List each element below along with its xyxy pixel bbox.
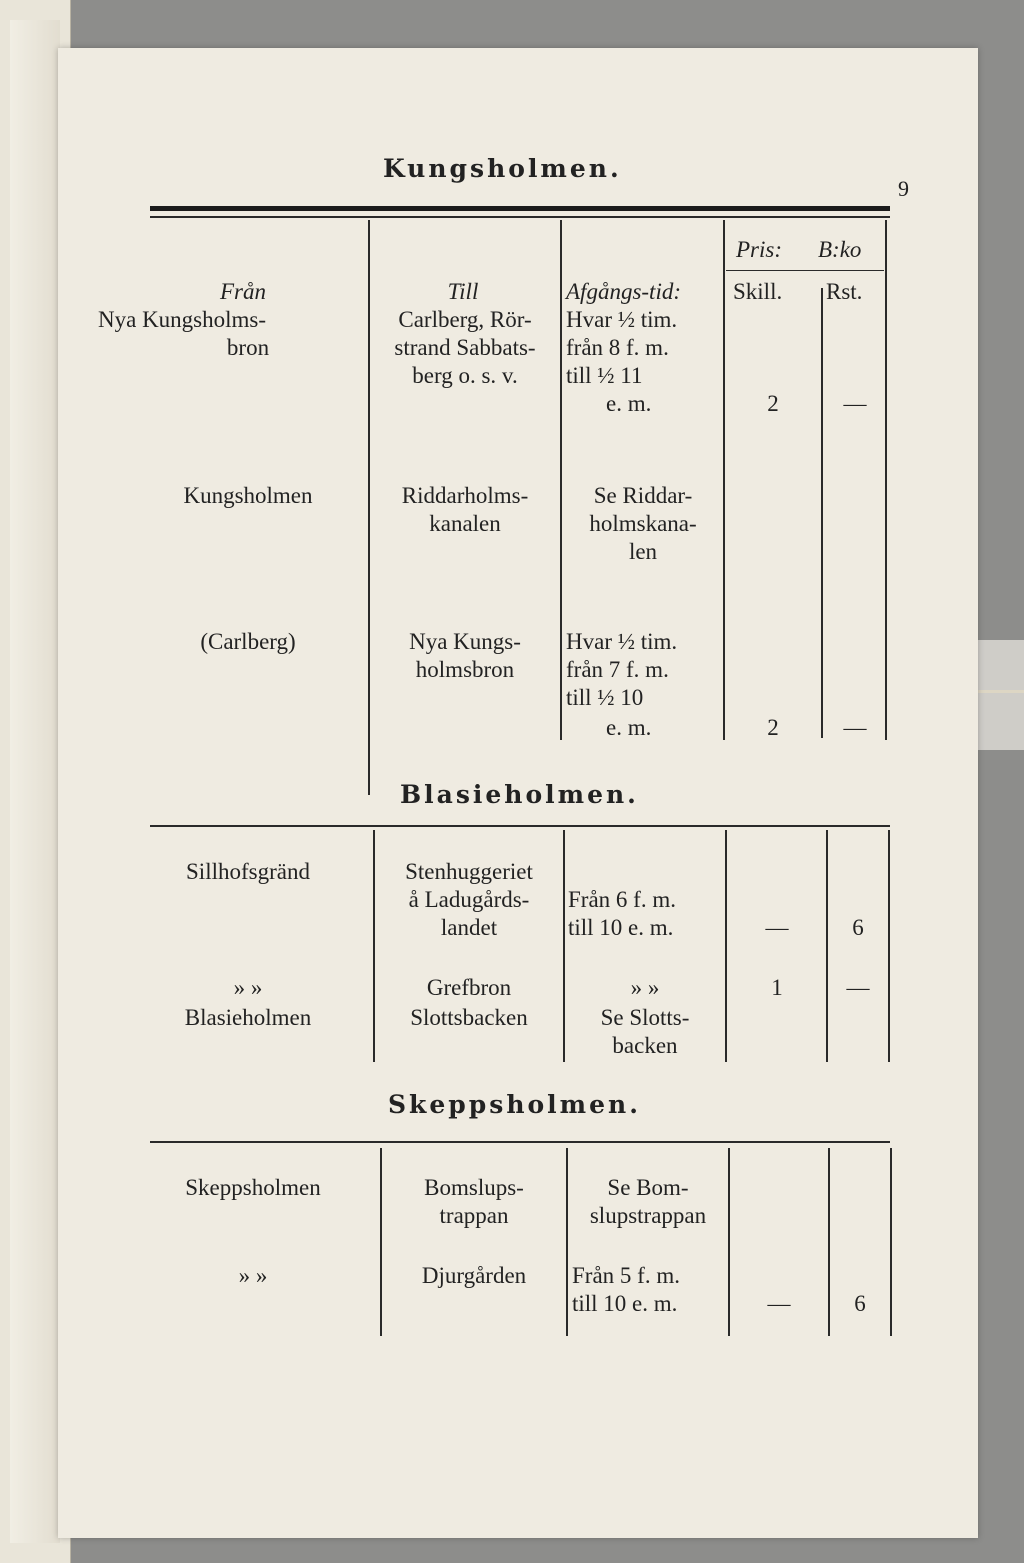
col-divider [728, 1148, 730, 1336]
section-title-skeppsholmen: Skeppsholmen. [388, 1090, 641, 1119]
departure-text: slupstrappan [589, 1203, 707, 1228]
to-text: landet [440, 915, 498, 940]
departure-text: från 7 f. m. [566, 657, 669, 682]
to-text: kanalen [429, 511, 501, 536]
departure-text: Se Riddar- [593, 483, 693, 508]
departure-text: e. m. [606, 391, 652, 416]
skill-value: 1 [771, 975, 783, 1000]
departure-text: till 10 e. m. [572, 1291, 678, 1316]
to-text: Djurgården [421, 1263, 527, 1288]
departure-text: till 10 e. m. [568, 915, 674, 940]
departure-text: till ½ 10 [566, 685, 644, 710]
header-to: Till [447, 279, 479, 304]
departure-text: » » [630, 975, 660, 1000]
skill-value: 2 [767, 715, 779, 740]
header-rst: Rst. [826, 279, 863, 304]
from-text: » » [238, 1263, 268, 1288]
departure-text: holmskana- [589, 511, 697, 536]
to-text: Riddarholms- [401, 483, 529, 508]
to-text: trappan [439, 1203, 509, 1228]
to-text: Stenhuggeriet [405, 859, 533, 884]
from-text: Skeppsholmen [185, 1175, 321, 1200]
departure-text: e. m. [606, 715, 652, 740]
header-skill: Skill. [733, 279, 783, 304]
rst-value: 6 [854, 1291, 866, 1316]
header-from: Från [220, 279, 266, 304]
book-page [58, 48, 978, 1538]
to-text: Grefbron [426, 975, 512, 1000]
departure-text: Från 6 f. m. [568, 887, 676, 912]
rst-value: — [843, 391, 867, 416]
to-text: berg o. s. v. [412, 363, 518, 388]
to-text: strand Sabbats- [394, 335, 536, 360]
from-text: Blasieholmen [184, 1005, 312, 1030]
departure-text: Hvar ½ tim. [566, 629, 678, 654]
departure-text: från 8 f. m. [566, 335, 669, 360]
skill-value: 2 [767, 391, 779, 416]
from-text: (Carlberg) [200, 629, 296, 654]
col-divider [725, 830, 727, 1062]
rule-thin [150, 825, 890, 827]
from-text: bron [226, 335, 270, 360]
departure-text: len [628, 539, 658, 564]
from-text: » » [233, 975, 263, 1000]
col-divider [826, 830, 828, 1062]
rst-value: — [846, 975, 870, 1000]
to-text: Carlberg, Rör- [398, 307, 532, 332]
col-divider [890, 1148, 892, 1336]
departure-text: till ½ 11 [566, 363, 643, 388]
rule-thin [150, 1141, 890, 1143]
header-departure: Afgångs-tid: [566, 279, 681, 304]
departure-text: Se Slotts- [600, 1005, 690, 1030]
col-divider [885, 220, 887, 740]
to-text: Slottsbacken [410, 1005, 528, 1030]
col-divider [560, 220, 562, 740]
page-number: 9 [898, 176, 909, 201]
departure-text: Se Bom- [607, 1175, 689, 1200]
departure-text: Från 5 f. m. [572, 1263, 680, 1288]
section-title-blasieholmen: Blasieholmen. [400, 780, 639, 809]
col-divider [723, 220, 725, 740]
to-text: å Ladugårds- [408, 887, 530, 912]
rule-thick [150, 206, 890, 211]
from-text: Nya Kungsholms- [98, 307, 267, 332]
departure-text: backen [612, 1033, 678, 1058]
header-bko: B:ko [818, 237, 862, 262]
col-divider [821, 288, 823, 738]
to-text: Bomslups- [424, 1175, 524, 1200]
departure-text: Hvar ½ tim. [566, 307, 678, 332]
rule-pris [726, 270, 884, 271]
skill-value: — [765, 915, 789, 940]
from-text: Sillhofsgränd [186, 859, 310, 884]
from-text: Kungsholmen [183, 483, 313, 508]
rule-thin [150, 216, 890, 218]
to-text: Nya Kungs- [409, 629, 521, 654]
col-divider [888, 830, 890, 1062]
rst-value: 6 [852, 915, 864, 940]
section-title-kungsholmen: Kungsholmen. [383, 154, 622, 183]
rst-value: — [843, 715, 867, 740]
skill-value: — [767, 1291, 791, 1316]
header-pris: Pris: [736, 237, 782, 262]
to-text: holmsbron [415, 657, 515, 682]
